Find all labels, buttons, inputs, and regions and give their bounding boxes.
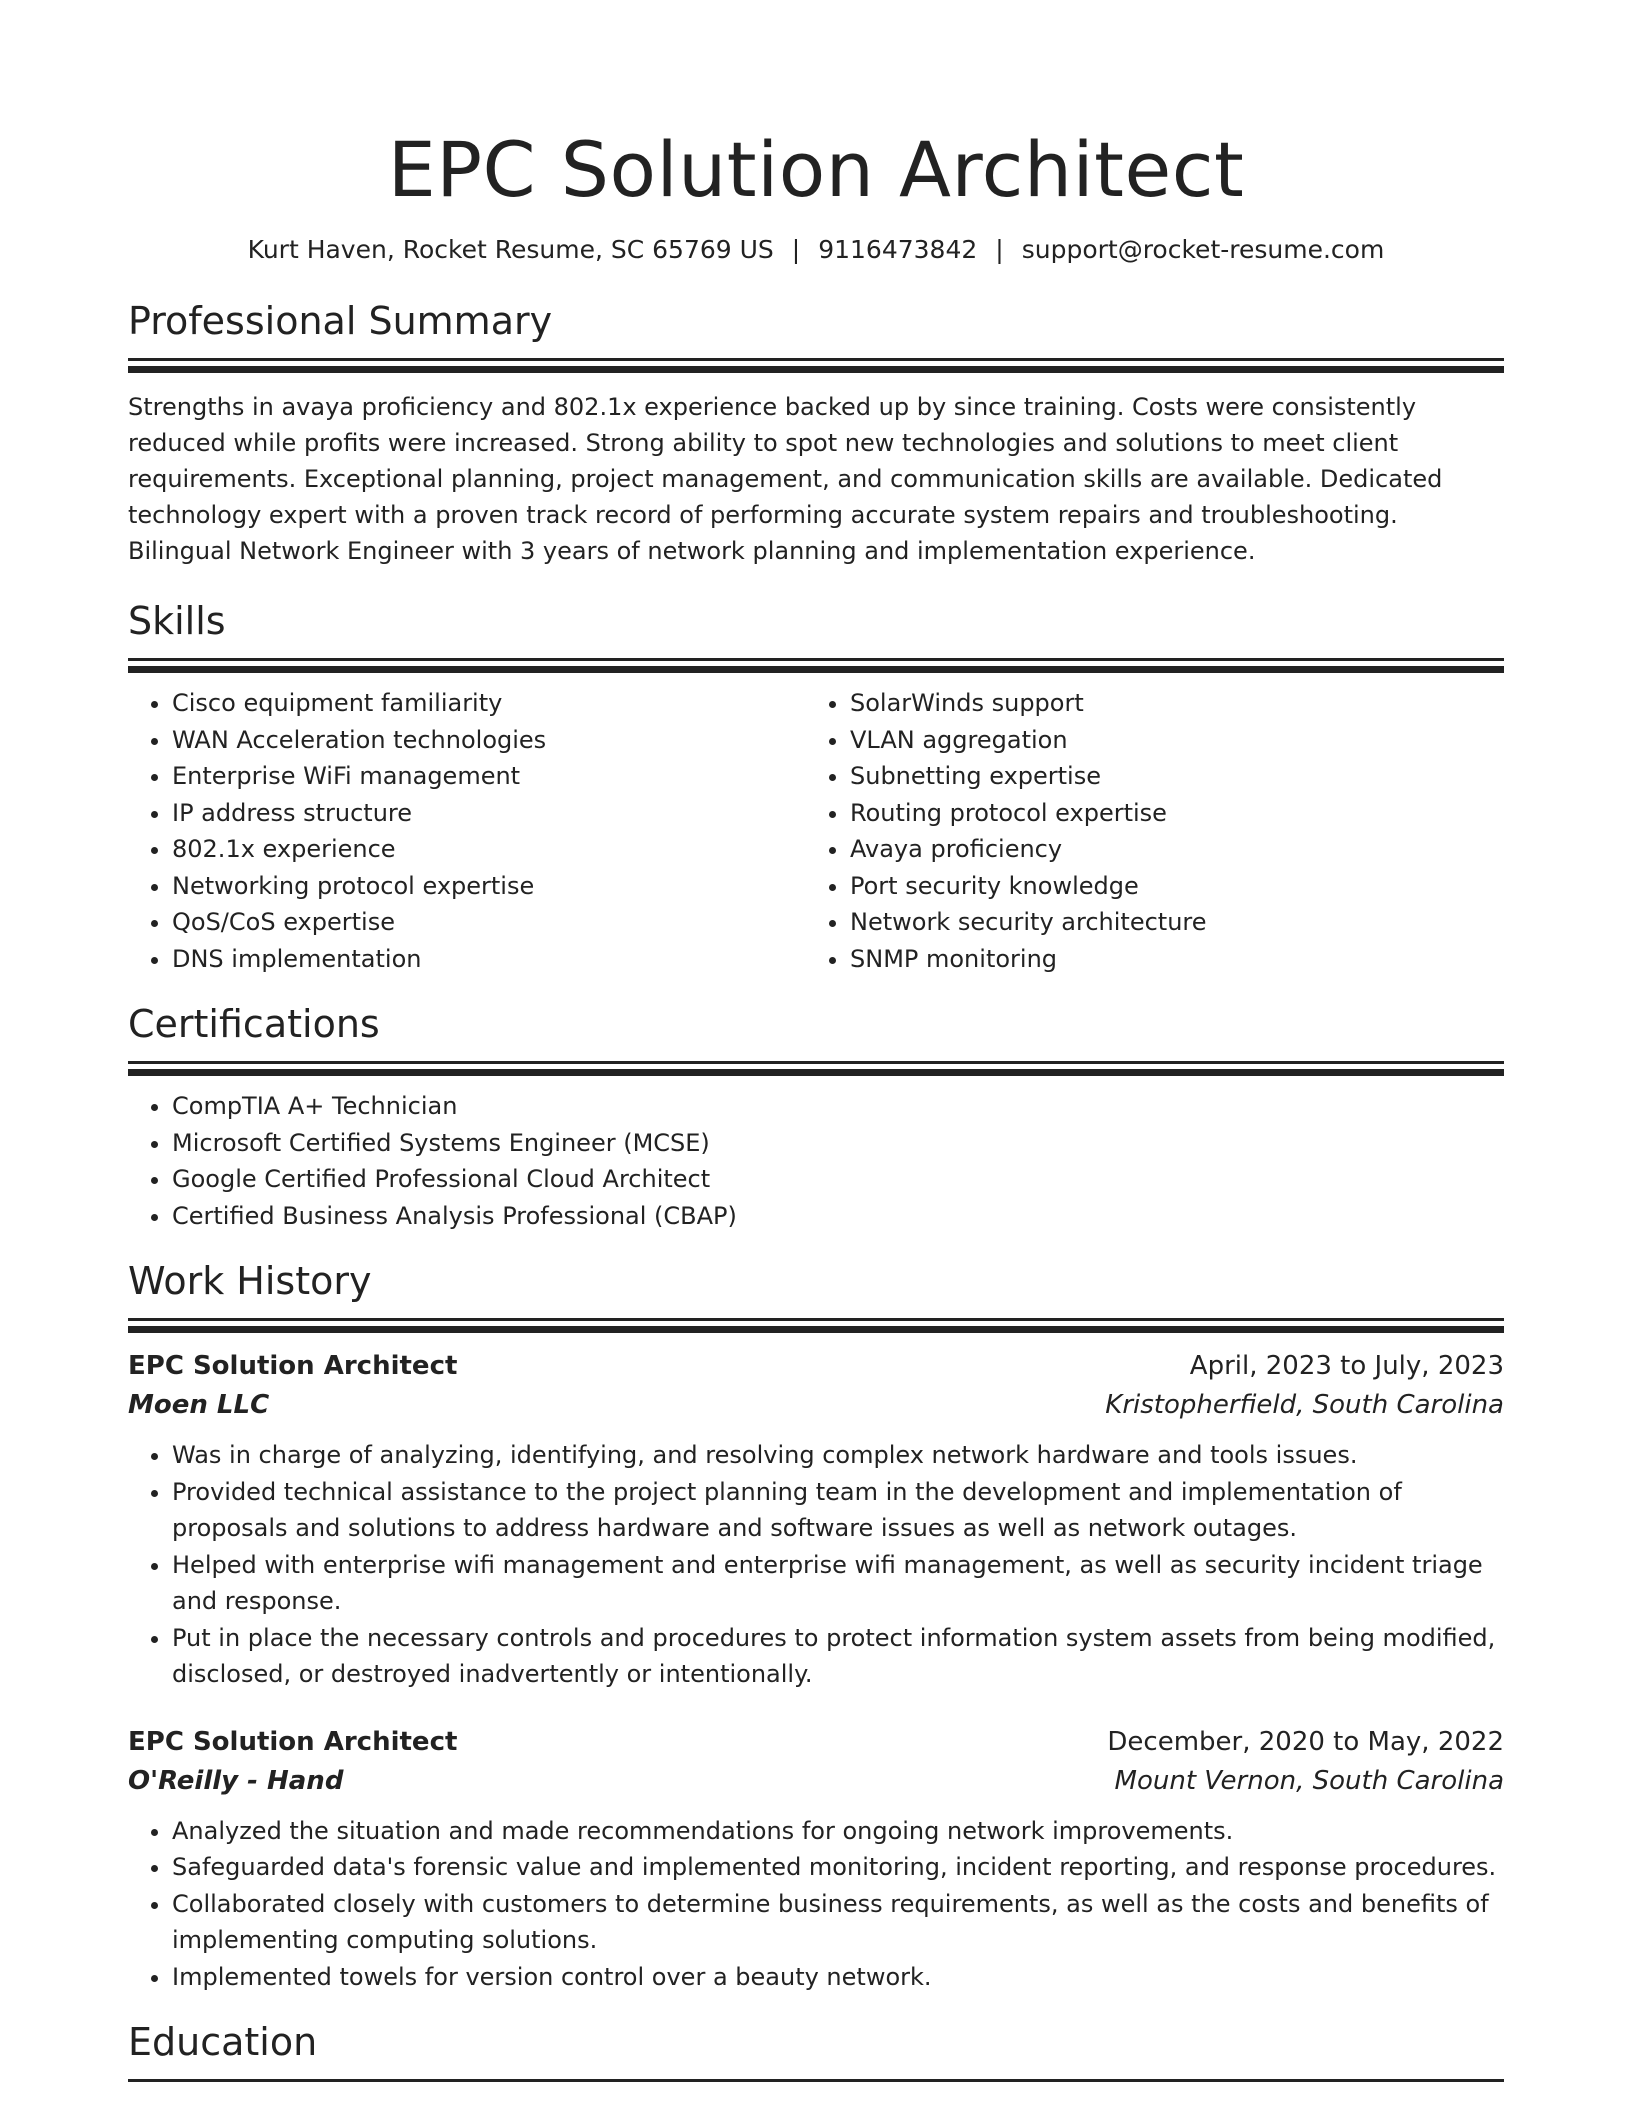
job-bullet-list	[128, 1437, 1504, 1693]
contact-address: Kurt Haven, Rocket Resume, SC 65769 US	[247, 235, 774, 264]
summary-text: Strengths in avaya proficiency and 802.1x experience backed up by since training. Costs were consistently reduced while profits were increased. Strong ability to spot new technologies and solutions to meet client requirements. Exceptional planning, project management, and communication skills are available. Dedicated technology expert with a proven track record of performing accurate system repairs and troubleshooting. Bilingual Network Engineer with 3 years of network planning and implementation experience.	[128, 393, 1443, 565]
certification-item: • CompTIA A+ Technician	[172, 1088, 1504, 1125]
section-divider	[128, 1318, 1504, 1321]
contact-separator: |	[791, 235, 801, 264]
resume-page	[128, 0, 1504, 2082]
job-bullet: • Was in charge of analyzing, identifying, and resolving complex network hardware and tools issues.	[172, 1437, 1504, 1474]
job-bullet: • Implemented towels for version control over a beauty network.	[172, 1959, 1504, 1996]
job-entry	[128, 1723, 1504, 1996]
job-title: EPC Solution Architect	[128, 1351, 458, 1381]
resume-name: EPC Solution Architect	[387, 125, 1245, 214]
skill-item: • Networking protocol expertise	[172, 868, 806, 905]
work-history-section	[128, 1258, 1504, 1995]
job-dates: December, 2020 to May, 2022	[1107, 1726, 1504, 1757]
job-dates: April, 2023 to July, 2023	[1189, 1351, 1504, 1381]
skills-list-left	[128, 685, 806, 977]
section-divider	[128, 658, 1504, 661]
contact-phone: 9116473842	[818, 235, 978, 264]
contact-separator: |	[995, 235, 1004, 264]
skill-item: • Enterprise WiFi management	[172, 758, 806, 795]
certification-item: • Microsoft Certified Systems Engineer (MCSE)	[172, 1125, 1504, 1162]
skills-section	[128, 598, 1504, 977]
job-company: O'Reilly - Hand	[128, 1765, 344, 1796]
section-divider	[128, 358, 1504, 361]
education-section	[128, 2019, 1504, 2082]
skill-item: • DNS implementation	[172, 941, 806, 978]
skill-item: • Routing protocol expertise	[850, 795, 1484, 832]
skill-item: • QoS/CoS expertise	[172, 904, 806, 941]
job-company: Moen LLC	[128, 1390, 270, 1420]
job-bullet: • Collaborated closely with customers to determine business requirements, as well as the costs and benefits of implementing computing solutions.	[172, 1886, 1504, 1959]
skill-item: • SNMP monitoring	[850, 941, 1484, 978]
job-bullet: • Provided technical assistance to the project planning team in the development and implementation of proposals and solutions to address hardware and software issues as well as network outages.	[172, 1474, 1504, 1547]
certification-item: • Google Certified Professional Cloud Architect	[172, 1161, 1504, 1198]
skill-item: • Cisco equipment familiarity	[172, 685, 806, 722]
skill-item: • Network security architecture	[850, 904, 1484, 941]
certification-item: • Certified Business Analysis Professional (CBAP)	[172, 1198, 1504, 1235]
summary-section	[128, 298, 1504, 569]
section-divider-thick	[128, 1326, 1504, 1333]
skill-item: • Subnetting expertise	[850, 758, 1484, 795]
skill-item: • WAN Acceleration technologies	[172, 722, 806, 759]
job-bullet: • Safeguarded data's forensic value and implemented monitoring, incident reporting, and response procedures.	[172, 1849, 1504, 1886]
job-title: EPC Solution Architect	[128, 1726, 458, 1757]
job-bullet: • Analyzed the situation and made recommendations for ongoing network improvements.	[172, 1813, 1504, 1850]
skill-item: • SolarWinds support	[850, 685, 1484, 722]
skill-item: • 802.1x experience	[172, 831, 806, 868]
certifications-list	[128, 1088, 1504, 1234]
skill-item: • IP address structure	[172, 795, 806, 832]
job-location: Kristopherfield, South Carolina	[1105, 1390, 1504, 1420]
job-bullet: • Helped with enterprise wifi management and enterprise wifi management, as well as security incident triage and response.	[172, 1547, 1504, 1620]
section-divider	[128, 1061, 1504, 1064]
job-bullet: • Put in place the necessary controls and procedures to protect information system assets from being modified, disclosed, or destroyed inadvertently or intentionally.	[172, 1620, 1504, 1693]
skill-item: • VLAN aggregation	[850, 722, 1484, 759]
section-title-education: Education	[128, 2020, 318, 2064]
skill-item: • Avaya proficiency	[850, 831, 1484, 868]
section-title-work-history: Work History	[128, 1259, 372, 1303]
skills-columns	[128, 685, 1504, 977]
section-divider-thick	[128, 366, 1504, 373]
certifications-section	[128, 1001, 1504, 1234]
job-location: Mount Vernon, South Carolina	[1114, 1765, 1504, 1796]
section-divider	[128, 2079, 1504, 2082]
job-bullet-list	[128, 1813, 1504, 1996]
section-divider-thick	[128, 1069, 1504, 1076]
contact-line	[128, 232, 1504, 268]
section-title-summary: Professional Summary	[128, 299, 553, 343]
job-entry	[128, 1347, 1504, 1693]
skill-item: • Port security knowledge	[850, 868, 1484, 905]
section-divider-thick	[128, 666, 1504, 673]
section-title-certifications: Certifications	[128, 1002, 380, 1046]
section-title-skills: Skills	[128, 599, 226, 643]
contact-email: support@rocket-resume.com	[1021, 235, 1385, 264]
skills-list-right	[806, 685, 1484, 977]
